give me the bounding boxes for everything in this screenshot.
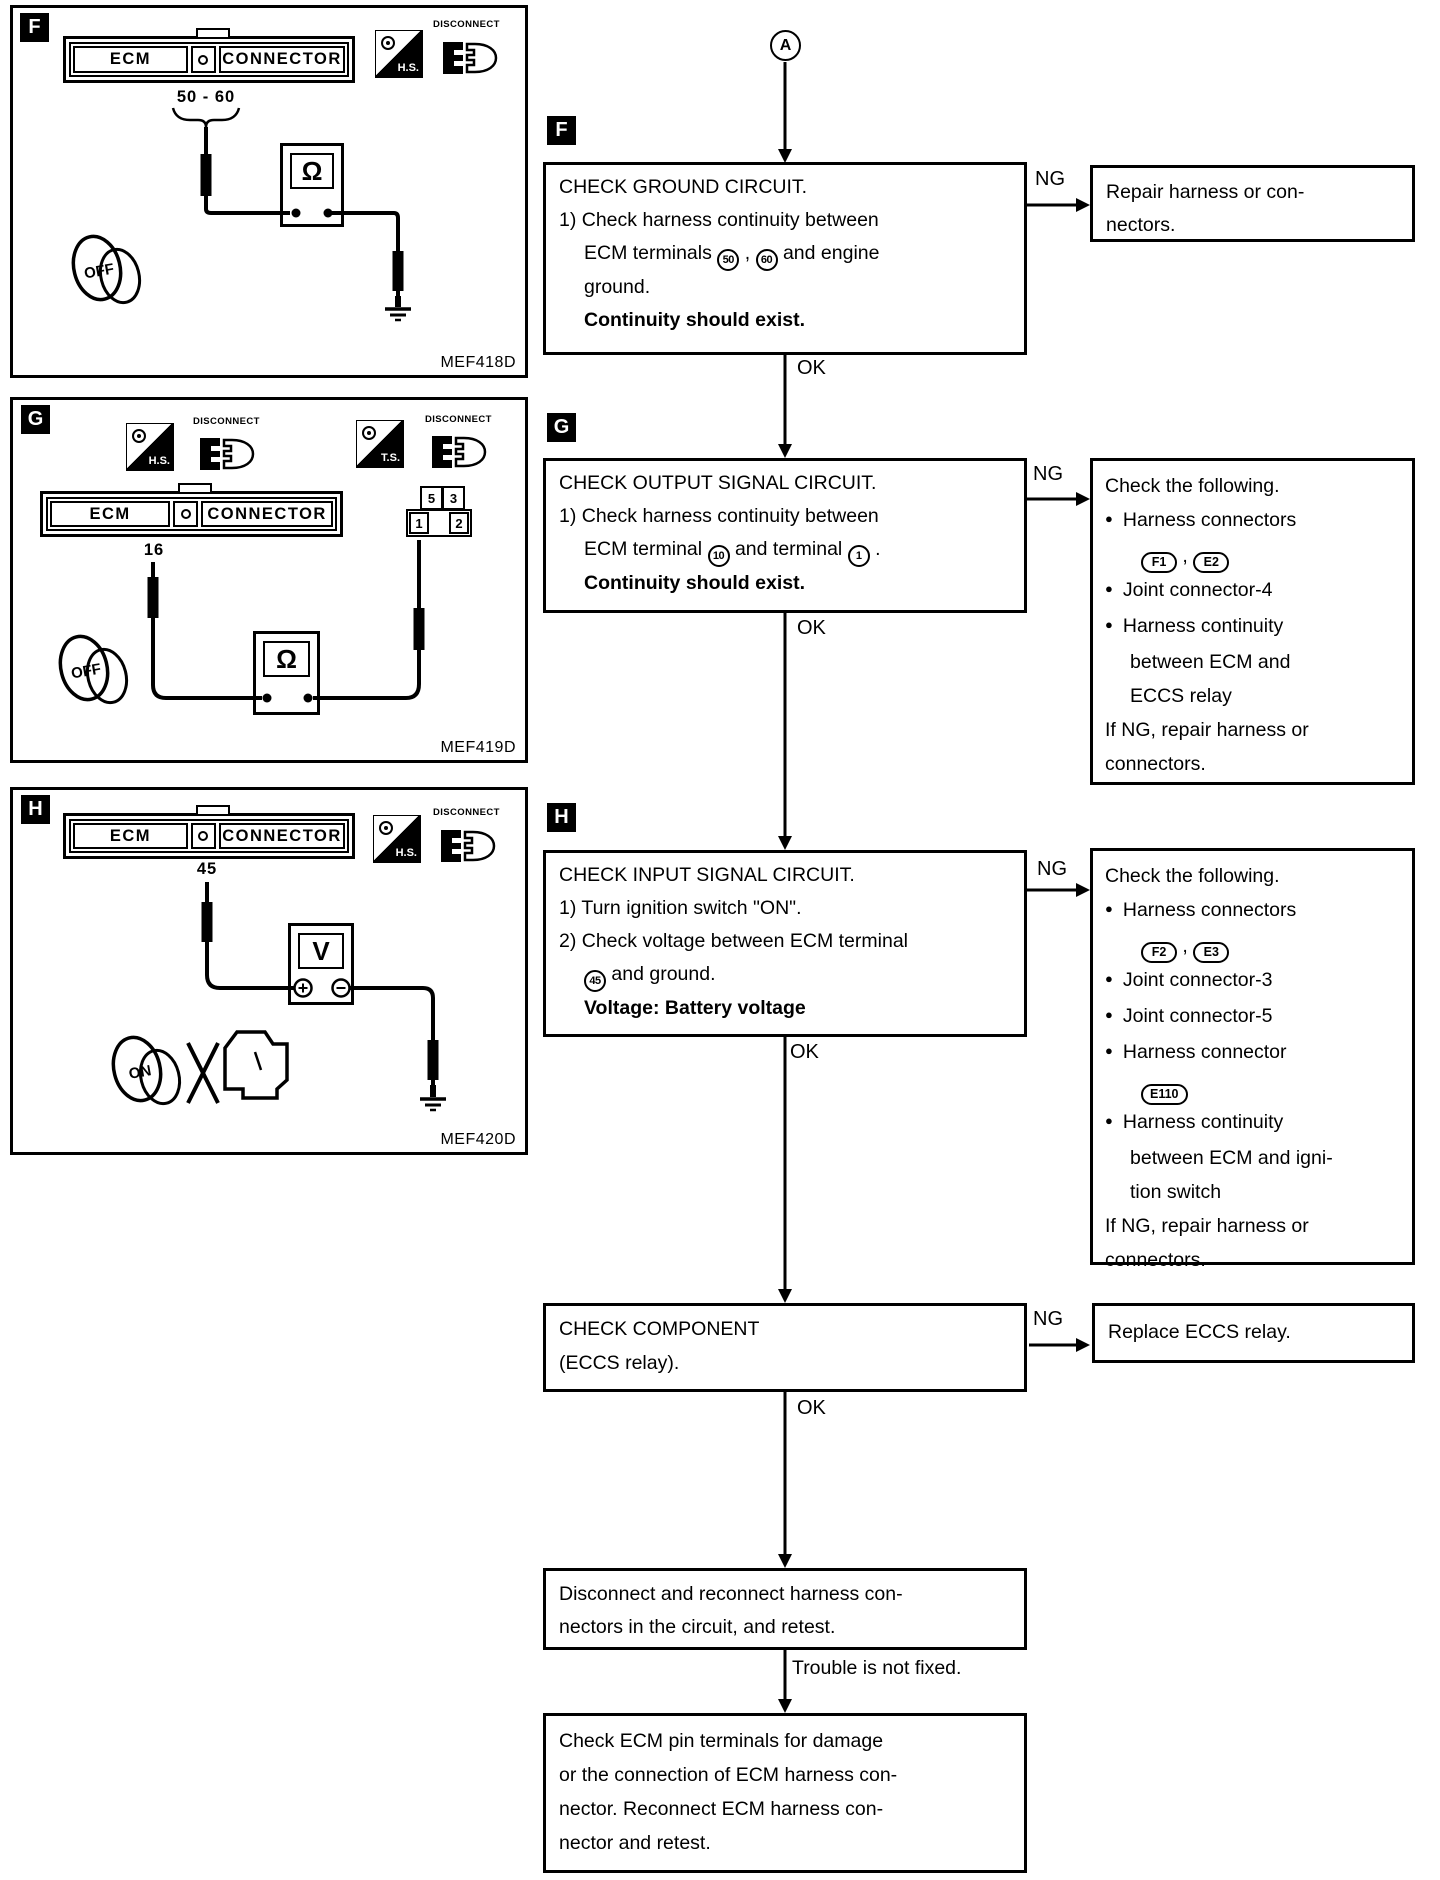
ok-label: OK: [797, 617, 826, 639]
ok-label: OK: [797, 357, 826, 379]
ok-label: OK: [797, 1397, 826, 1419]
ecm-label: ECM: [50, 501, 170, 527]
disconnect-caption: DISCONNECT: [433, 19, 500, 30]
ng-label: NG: [1035, 168, 1065, 190]
key-position-label: ON: [127, 1062, 153, 1083]
ohm-symbol: Ω: [290, 153, 334, 189]
flow-tag-f: F: [547, 116, 576, 145]
panel-tag: G: [21, 405, 50, 434]
connector-label: CONNECTOR: [219, 823, 345, 849]
disconnect-caption: DISCONNECT: [193, 416, 260, 427]
key-position-label: OFF: [82, 260, 116, 283]
figure-reference: MEF418D: [440, 354, 516, 371]
relay-pin-1: 1: [409, 512, 429, 534]
flow-box-disconnect-retest: Disconnect and reconnect harness con- nectors in the circuit, and retest.: [543, 1568, 1027, 1650]
volt-symbol: V: [298, 933, 344, 969]
disconnect-caption: DISCONNECT: [425, 414, 492, 425]
ng-label: NG: [1033, 463, 1063, 485]
badge-label: H.S.: [397, 62, 419, 74]
flow-box-check-input-signal: CHECK INPUT SIGNAL CIRCUIT. 1) Turn ignition switch "ON". 2) Check voltage between ECM terminal 45 and ground. Voltage: Battery voltage: [543, 850, 1027, 1037]
ng-label: NG: [1037, 858, 1067, 880]
badge-label: T.S.: [381, 452, 400, 464]
flow-box-check-following-g: Check the following. ● Harness connectors F1 , E2 ● Joint connector-4 ● Harness continuity between ECM and ECCS relay If NG, repair harness or connectors.: [1090, 458, 1415, 785]
flow-box-check-component: CHECK COMPONENT (ECCS relay).: [543, 1303, 1027, 1392]
flow-box-replace-relay: Replace ECCS relay.: [1092, 1303, 1415, 1363]
terminal-number: 16: [143, 541, 165, 559]
relay-pin-2: 2: [449, 512, 469, 534]
panel-tag: H: [21, 795, 50, 824]
ok-label: OK: [790, 1041, 819, 1063]
flow-box-check-ecm-pins: Check ECM pin terminals for damage or the connection of ECM harness con- nector. Reconnect ECM harness con- nector and retest.: [543, 1713, 1027, 1873]
connector-label: CONNECTOR: [219, 46, 345, 73]
badge-label: H.S.: [395, 847, 417, 859]
flow-tag-g: G: [547, 413, 576, 442]
ecm-label: ECM: [73, 823, 188, 849]
flow-box-check-following-h: Check the following. ● Harness connectors F2 , E3 ● Joint connector-3 ● Joint connector-5 ● Harness connector E110 ● Harness continuity between ECM and igni- tion switch If NG, repair harness or connectors.: [1090, 848, 1415, 1265]
key-position-label: OFF: [69, 660, 103, 683]
relay-pin-3: 3: [442, 486, 465, 510]
figure-reference: MEF419D: [440, 739, 516, 756]
terminal-number: 45: [196, 860, 218, 878]
disconnect-caption: DISCONNECT: [433, 807, 500, 818]
connector-label: CONNECTOR: [201, 501, 333, 527]
relay-pin-5: 5: [420, 486, 443, 510]
flow-box-repair-harness: Repair harness or con- nectors.: [1090, 165, 1415, 242]
ng-label: NG: [1033, 1308, 1063, 1330]
ecm-label: ECM: [73, 46, 188, 73]
terminal-numbers: 50 - 60: [176, 88, 236, 106]
panel-tag: F: [20, 13, 49, 42]
flow-connector-a: A: [770, 30, 801, 61]
flow-box-check-ground-circuit: CHECK GROUND CIRCUIT. 1) Check harness continuity between ECM terminals 50 , 60 and engine ground. Continuity should exist.: [543, 162, 1027, 355]
ohm-symbol: Ω: [263, 641, 310, 677]
flow-box-check-output-signal: CHECK OUTPUT SIGNAL CIRCUIT. 1) Check harness continuity between ECM terminal 10 and terminal 1 . Continuity should exist.: [543, 458, 1027, 613]
flow-tag-h: H: [547, 803, 576, 832]
badge-label: H.S.: [148, 455, 170, 467]
trouble-not-fixed-label: Trouble is not fixed.: [792, 1657, 962, 1679]
figure-reference: MEF420D: [440, 1131, 516, 1148]
